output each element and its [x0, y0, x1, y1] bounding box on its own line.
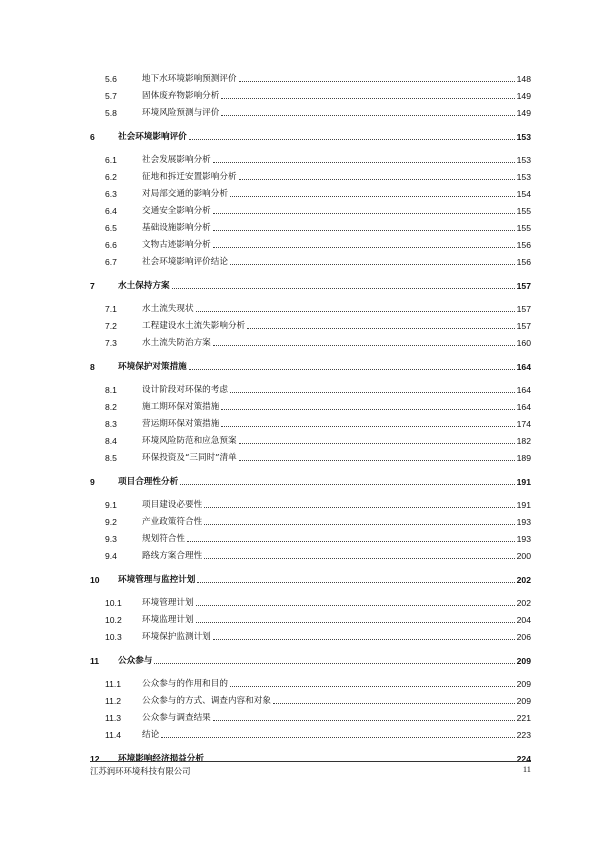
toc-entry-number: 11.4 — [105, 730, 122, 740]
toc-entry-title: 结论 — [142, 730, 160, 740]
toc-entry-number: 12 — [90, 753, 100, 764]
toc-entry-number: 9 — [90, 476, 95, 487]
toc-section-entry[interactable] — [105, 70, 531, 84]
toc-section-entry[interactable] — [105, 317, 531, 331]
toc-entry-page: 193 — [516, 517, 531, 527]
toc-section-entry[interactable] — [105, 496, 531, 510]
toc-section-entry[interactable] — [105, 300, 531, 314]
toc-dot-leader — [230, 263, 515, 265]
toc-section-entry[interactable] — [105, 530, 531, 544]
toc-dot-leader — [213, 344, 515, 346]
toc-entry-title: 交通安全影响分析 — [142, 206, 211, 216]
toc-section-entry[interactable] — [105, 185, 531, 199]
toc-chapter-entry[interactable] — [90, 473, 531, 487]
toc-section-entry[interactable] — [105, 726, 531, 740]
toc-entry-number: 8.2 — [105, 402, 117, 412]
toc-section-entry[interactable] — [105, 594, 531, 608]
toc-dot-leader — [221, 425, 514, 427]
toc-entry-page: 153 — [516, 131, 531, 142]
toc-section-entry[interactable] — [105, 432, 531, 446]
toc-entry-page: 174 — [516, 419, 531, 429]
toc-entry-number: 9.3 — [105, 534, 117, 544]
toc-entry-number: 6.6 — [105, 240, 117, 250]
toc-entry-title: 环境影响经济损益分析 — [118, 753, 204, 764]
footer-page-number: 11 — [522, 765, 531, 774]
toc-dot-leader — [196, 621, 515, 623]
toc-entry-title: 工程建设水土流失影响分析 — [142, 321, 246, 331]
toc-entry-title: 路线方案合理性 — [142, 551, 203, 561]
toc-entry-page: 164 — [516, 402, 531, 412]
toc-entry-number: 6.4 — [105, 206, 117, 216]
toc-entry-number: 7.3 — [105, 338, 117, 348]
toc-dot-leader — [213, 246, 515, 248]
toc-dot-leader — [204, 523, 514, 525]
toc-section-entry[interactable] — [105, 202, 531, 216]
toc-entry-number: 8.5 — [105, 453, 117, 463]
toc-entry-page: 193 — [516, 534, 531, 544]
toc-entry-page: 149 — [516, 91, 531, 101]
toc-dot-leader — [204, 506, 514, 508]
toc-chapter-entry[interactable] — [90, 277, 531, 291]
toc-dot-leader — [213, 212, 515, 214]
toc-dot-leader — [180, 483, 514, 485]
toc-entry-number: 10.3 — [105, 632, 122, 642]
toc-entry-page: 182 — [516, 436, 531, 446]
toc-dot-leader — [247, 327, 515, 329]
toc-section-entry[interactable] — [105, 628, 531, 642]
toc-entry-number: 8.4 — [105, 436, 117, 446]
toc-dot-leader — [230, 195, 515, 197]
toc-entry-number: 11 — [90, 655, 100, 666]
toc-dot-leader — [187, 540, 515, 542]
toc-entry-title: 公众参与 — [118, 655, 153, 666]
toc-dot-leader — [213, 638, 515, 640]
toc-dot-leader — [230, 685, 515, 687]
toc-section-entry[interactable] — [105, 334, 531, 348]
toc-section-entry[interactable] — [105, 151, 531, 165]
toc-entry-page: 157 — [516, 280, 531, 291]
toc-entry-title: 环境监理计划 — [142, 615, 194, 625]
toc-section-entry[interactable] — [105, 415, 531, 429]
toc-entry-page: 202 — [516, 598, 531, 608]
toc-entry-page: 155 — [516, 223, 531, 233]
toc-section-entry[interactable] — [105, 449, 531, 463]
toc-entry-title: 公众参与的作用和目的 — [142, 679, 228, 689]
toc-entry-title: 水土流失现状 — [142, 304, 194, 314]
toc-entry-page: 155 — [516, 206, 531, 216]
toc-section-entry[interactable] — [105, 87, 531, 101]
toc-section-entry[interactable] — [105, 236, 531, 250]
toc-section-entry[interactable] — [105, 398, 531, 412]
toc-dot-leader — [197, 581, 514, 583]
toc-entry-page: 148 — [516, 74, 531, 84]
toc-entry-number: 5.8 — [105, 108, 117, 118]
toc-entry-title: 施工期环保对策措施 — [142, 402, 220, 412]
toc-entry-page: 149 — [516, 108, 531, 118]
toc-entry-title: 环保投资及“三同时”清单 — [142, 453, 237, 463]
toc-entry-number: 6.3 — [105, 189, 117, 199]
toc-entry-page: 164 — [516, 385, 531, 395]
toc-section-entry[interactable] — [105, 547, 531, 561]
toc-entry-title: 地下水环境影响预测评价 — [142, 74, 237, 84]
toc-entry-title: 设计阶段对环保的考虑 — [142, 385, 228, 395]
toc-entry-title: 水土流失防治方案 — [142, 338, 211, 348]
toc-entry-page: 157 — [516, 304, 531, 314]
toc-chapter-entry[interactable] — [90, 128, 531, 142]
toc-entry-title: 环境管理计划 — [142, 598, 194, 608]
toc-entry-number: 11.3 — [105, 713, 122, 723]
toc-entry-number: 10.2 — [105, 615, 122, 625]
toc-entry-page: 209 — [516, 679, 531, 689]
toc-entry-page: 223 — [516, 730, 531, 740]
toc-dot-leader — [213, 229, 515, 231]
toc-entry-title: 基础设施影响分析 — [142, 223, 211, 233]
toc-section-entry[interactable] — [105, 104, 531, 118]
toc-dot-leader — [239, 459, 515, 461]
toc-dot-leader — [204, 557, 514, 559]
footer-company: 江苏润环环境科技有限公司 — [90, 766, 191, 776]
toc-entry-page: 160 — [516, 338, 531, 348]
toc-entry-title: 征地和拆迁安置影响分析 — [142, 172, 237, 182]
toc-entry-number: 6.2 — [105, 172, 117, 182]
toc-dot-leader — [213, 719, 515, 721]
toc-entry-page: 153 — [516, 155, 531, 165]
toc-entry-title: 社会发展影响分析 — [142, 155, 211, 165]
toc-chapter-entry[interactable] — [90, 358, 531, 372]
toc-dot-leader — [239, 178, 515, 180]
toc-section-entry[interactable] — [105, 219, 531, 233]
toc-entry-number: 9.4 — [105, 551, 117, 561]
toc-entry-title: 固体废弃物影响分析 — [142, 91, 220, 101]
toc-dot-leader — [172, 287, 515, 289]
toc-section-entry[interactable] — [105, 692, 531, 706]
toc-entry-number: 5.6 — [105, 74, 117, 84]
toc-entry-page: 202 — [516, 574, 531, 585]
toc-entry-number: 9.2 — [105, 517, 117, 527]
toc-dot-leader — [196, 310, 515, 312]
toc-entry-title: 营运期环保对策措施 — [142, 419, 220, 429]
toc-entry-page: 164 — [516, 361, 531, 372]
toc-entry-title: 社会环境影响评价结论 — [142, 257, 228, 267]
toc-entry-number: 6.7 — [105, 257, 117, 267]
toc-entry-page: 221 — [516, 713, 531, 723]
toc-chapter-entry[interactable] — [90, 571, 531, 585]
footer-divider — [90, 761, 531, 762]
toc-entry-number: 7 — [90, 280, 95, 291]
toc-entry-number: 6 — [90, 131, 95, 142]
toc-section-entry[interactable] — [105, 381, 531, 395]
toc-entry-page: 204 — [516, 615, 531, 625]
toc-entry-title: 环境管理与监控计划 — [118, 574, 196, 585]
toc-dot-leader — [221, 408, 514, 410]
toc-dot-leader — [154, 662, 514, 664]
toc-entry-number: 10.1 — [105, 598, 122, 608]
toc-entry-number: 5.7 — [105, 91, 117, 101]
toc-dot-leader — [213, 161, 515, 163]
toc-entry-title: 环境保护对策措施 — [118, 361, 187, 372]
toc-entry-page: 189 — [516, 453, 531, 463]
toc-entry-page: 156 — [516, 257, 531, 267]
toc-entry-page: 209 — [516, 696, 531, 706]
toc-entry-title: 项目建设必要性 — [142, 500, 203, 510]
toc-entry-title: 环境风险防范和应急预案 — [142, 436, 237, 446]
toc-entry-title: 环境风险预测与评价 — [142, 108, 220, 118]
toc-dot-leader — [221, 114, 514, 116]
toc-entry-number: 8.1 — [105, 385, 117, 395]
toc-entry-page: 154 — [516, 189, 531, 199]
toc-entry-title: 水土保持方案 — [118, 280, 170, 291]
toc-entry-title: 公众参与调查结果 — [142, 713, 211, 723]
toc-dot-leader — [221, 97, 514, 99]
toc-entry-title: 文物古迹影响分析 — [142, 240, 211, 250]
toc-entry-title: 规划符合性 — [142, 534, 185, 544]
toc-section-entry[interactable] — [105, 168, 531, 182]
toc-dot-leader — [239, 80, 515, 82]
toc-chapter-entry[interactable] — [90, 652, 531, 666]
toc-dot-leader — [161, 736, 514, 738]
toc-entry-number: 8 — [90, 361, 95, 372]
toc-dot-leader — [239, 442, 515, 444]
toc-entry-title: 环境保护监测计划 — [142, 632, 211, 642]
toc-dot-leader — [273, 702, 515, 704]
toc-entry-title: 项目合理性分析 — [118, 476, 179, 487]
toc-entry-title: 产业政策符合性 — [142, 517, 203, 527]
toc-entry-number: 9.1 — [105, 500, 117, 510]
toc-entry-title: 公众参与的方式、调查内容和对象 — [142, 696, 271, 706]
toc-dot-leader — [230, 391, 515, 393]
toc-section-entry[interactable] — [105, 513, 531, 527]
toc-section-entry[interactable] — [105, 709, 531, 723]
toc-entry-title: 社会环境影响评价 — [118, 131, 187, 142]
toc-entry-title: 对局部交通的影响分析 — [142, 189, 228, 199]
toc-entry-number: 11.2 — [105, 696, 122, 706]
toc-entry-page: 209 — [516, 655, 531, 666]
toc-entry-page: 191 — [516, 476, 531, 487]
toc-entry-number: 11.1 — [105, 679, 122, 689]
toc-section-entry[interactable] — [105, 611, 531, 625]
toc-entry-page: 191 — [516, 500, 531, 510]
toc-entry-number: 8.3 — [105, 419, 117, 429]
toc-entry-number: 10 — [90, 574, 100, 585]
toc-section-entry[interactable] — [105, 675, 531, 689]
toc-entry-page: 200 — [516, 551, 531, 561]
toc-entry-page: 224 — [516, 753, 531, 764]
toc-entry-number: 6.5 — [105, 223, 117, 233]
toc-entry-number: 6.1 — [105, 155, 117, 165]
toc-entry-page: 153 — [516, 172, 531, 182]
toc-entry-page: 156 — [516, 240, 531, 250]
toc-entry-page: 157 — [516, 321, 531, 331]
toc-dot-leader — [189, 138, 515, 140]
toc-entry-number: 7.1 — [105, 304, 117, 314]
toc-dot-leader — [196, 604, 515, 606]
toc-section-entry[interactable] — [105, 253, 531, 267]
toc-entry-page: 206 — [516, 632, 531, 642]
toc-entry-number: 7.2 — [105, 321, 117, 331]
toc-dot-leader — [189, 368, 515, 370]
